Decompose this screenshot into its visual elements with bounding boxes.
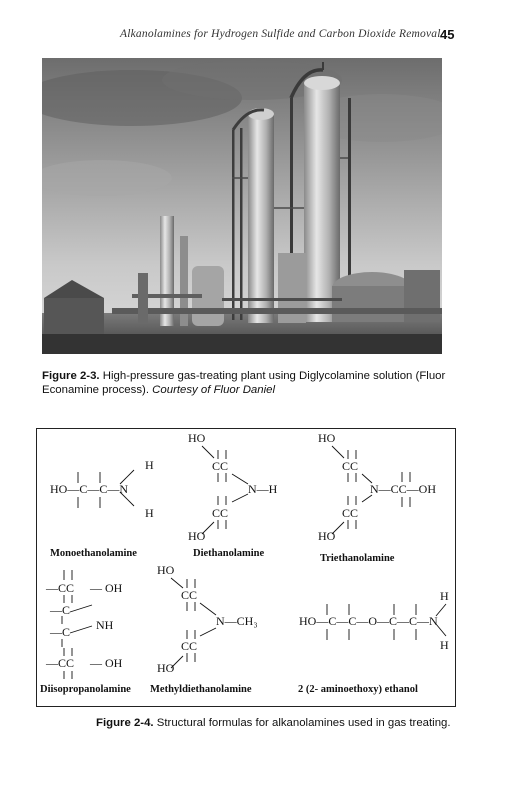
running-title: Alkanolamines for Hydrogen Sulfide and Carbon Dioxide Removal (120, 28, 441, 40)
aminoethoxyethanol-label: 2 (2- aminoethoxy) ethanol (298, 684, 418, 695)
figure-2-3-credit: Courtesy of Fluor Daniel (152, 383, 275, 396)
figure-2-3-text: High-pressure gas-treating plant using Diglycolamine solution (Fluor Econamine process). (42, 370, 446, 396)
structural-formulas-diagram (36, 428, 456, 707)
dea-cc-bottom: CC (212, 506, 229, 520)
dipa-oh-top: — OH (90, 581, 123, 595)
mdea-ho-top: HO (157, 563, 175, 577)
mdea-cc-top: CC (181, 588, 198, 602)
dea-cc-top: CC (212, 459, 229, 473)
dipa-cc-bottom: —CC (46, 656, 75, 670)
mdea-n-ch3: N—CH₃ (216, 614, 258, 628)
dipa-nh: NH (96, 618, 114, 632)
dea-ho-bottom: HO (188, 529, 206, 543)
figure-2-4-label: Figure 2-4. (96, 717, 154, 729)
mdea-ho-bottom: HO (157, 661, 175, 675)
monoethanolamine-label: Monoethanolamine (50, 548, 137, 559)
methyldiethanolamine-label: Methyldiethanolamine (150, 684, 252, 695)
plant-photograph (42, 58, 442, 354)
tea-ho-top: HO (318, 431, 336, 445)
figure-2-3-caption (42, 370, 482, 397)
figure-2-4-caption (96, 717, 496, 731)
mea-chain: HO—C—C—N (50, 482, 129, 496)
tea-n-cc-oh: N—CC—OH (370, 482, 437, 496)
dipa-cc-top: —CC (46, 581, 75, 595)
figure-2-4-structural-formulas (36, 428, 456, 707)
figure-2-4-text: Structural formulas for alkanolamines used in gas treating. (156, 717, 451, 729)
diethanolamine-label: Diethanolamine (193, 548, 265, 559)
triethanolamine-label: Triethanolamine (320, 553, 395, 564)
page-number: 45 (440, 27, 455, 42)
mea-h-top: H (145, 458, 154, 472)
dga-h-top: H (440, 589, 449, 603)
mea-h-bottom: H (145, 506, 154, 520)
mdea-cc-bottom: CC (181, 639, 198, 653)
tea-cc-top: CC (342, 459, 359, 473)
dga-h-bottom: H (440, 638, 449, 652)
figure-2-3-label: Figure 2-3. (42, 370, 100, 382)
diisopropanolamine-label: Diisopropanolamine (40, 684, 131, 695)
dga-chain: HO—C—C—O—C—C—N (299, 614, 438, 628)
dipa-c-lower: —C (50, 625, 71, 639)
dea-n-h: N—H (248, 482, 278, 496)
dipa-oh-bottom: — OH (90, 656, 123, 670)
tea-cc-bottom: CC (342, 506, 359, 520)
tea-ho-bottom: HO (318, 529, 336, 543)
dea-ho-top: HO (188, 431, 206, 445)
dipa-c-upper: —C (50, 603, 71, 617)
page-header (0, 28, 516, 44)
plant-photo-illustration (42, 58, 442, 354)
